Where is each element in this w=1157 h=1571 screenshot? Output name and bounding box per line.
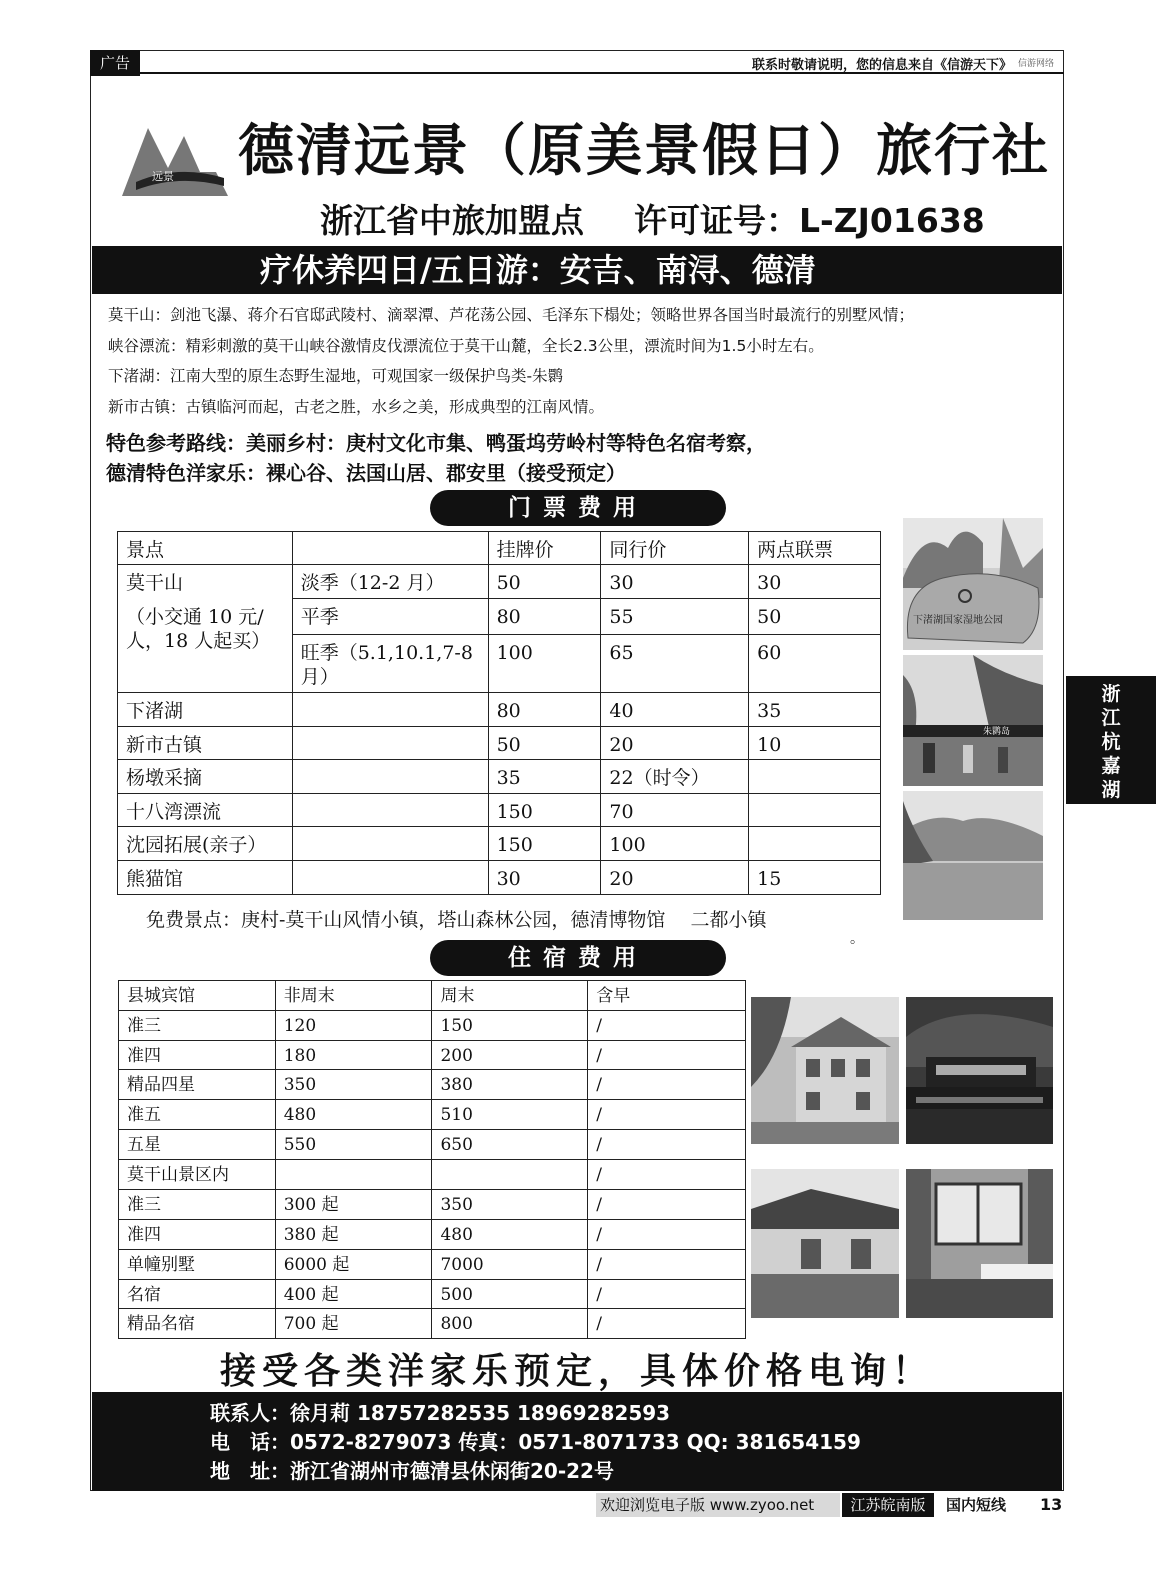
weekend-price: 200: [432, 1041, 588, 1070]
agency-logo: [118, 120, 230, 200]
season-cell: [292, 727, 488, 760]
weekend-price: 380: [432, 1070, 588, 1100]
breakfast: /: [588, 1070, 746, 1100]
attraction-name: 新市古镇: [118, 727, 293, 760]
combo-price: 35: [749, 693, 881, 727]
desc-rafting: 峡谷漂流：精彩刺激的莫干山峡谷激情皮伐漂流位于莫干山麓，全长2.3公里，漂流时间为1.5小时左右。: [108, 337, 824, 355]
contact-panel: [92, 1392, 1062, 1491]
ticket-heading: 门票费用: [430, 490, 726, 526]
route-line-1: 特色参考路线：美丽乡村：庚村文化市集、鸭蛋坞劳岭村等特色名宿考察，: [106, 431, 766, 455]
slogan: 接受各类洋家乐预定，具体价格电询！: [219, 1350, 934, 1392]
hotel-grade: 精品四星: [119, 1070, 276, 1100]
breakfast: /: [588, 1011, 746, 1041]
list-price: 50: [488, 727, 601, 760]
region-tab-label: 浙江杭嘉湖: [1101, 683, 1121, 801]
agent-price: 70: [601, 794, 749, 827]
table-row: [118, 827, 881, 861]
contact-phone: 电 话：0572-8279073 传真：0571-8071733 QQ: 381654159: [210, 1430, 861, 1454]
attraction-name: 沈园拓展(亲子）: [118, 827, 293, 861]
guest-room-photo: [906, 1169, 1053, 1318]
agency-name: 德清远景（原美景假日）旅行社: [238, 119, 1050, 184]
villa-photo: [751, 997, 899, 1144]
section-label: 国内短线: [946, 1496, 1007, 1514]
weekend-price: 7000: [432, 1250, 588, 1280]
attraction-name: 杨墩采摘: [118, 760, 293, 794]
combo-price: 60: [749, 635, 881, 693]
breakfast: /: [588, 1250, 746, 1280]
table-row: [119, 1011, 746, 1041]
hotel-grade: 精品名宿: [119, 1309, 276, 1339]
weekend-price: 510: [432, 1100, 588, 1130]
header-cell: 含早: [588, 981, 746, 1011]
header-cell: 挂牌价: [488, 532, 601, 565]
free-attractions: 免费景点：庚村-莫干山风情小镇，塔山森林公园，德清博物馆 二都小镇: [146, 909, 767, 931]
publisher-logo: 信游网络: [1018, 59, 1055, 69]
header-cell: [292, 532, 488, 565]
list-price: 80: [488, 693, 601, 727]
weekend-price: [432, 1160, 588, 1190]
header-cell: 周末: [432, 981, 588, 1011]
desc-mogan: 莫干山：剑池飞瀑、蒋介石官邸武陵村、滴翠潭、芦花荡公园、毛泽东下榻处；领略世界各国当时最流行的别墅风情；: [108, 306, 915, 324]
contact-address: 地 址：浙江省湖州市德清县休闲街20-22号: [210, 1459, 614, 1483]
table-row: [118, 861, 881, 895]
header-cell: 非周末: [275, 981, 432, 1011]
breakfast: /: [588, 1130, 746, 1160]
agent-price: 55: [601, 599, 749, 635]
season-cell: 旺季（5.1,10.1,7-8月）: [292, 635, 488, 693]
photo-gate-text: 朱鹮岛: [983, 727, 1011, 737]
hotel-grade: 准四: [119, 1220, 276, 1250]
breakfast: /: [588, 1100, 746, 1130]
weekend-price: 650: [432, 1130, 588, 1160]
hotel-grade: 准三: [119, 1011, 276, 1041]
weekend-price: 350: [432, 1190, 588, 1220]
list-price: 100: [488, 635, 601, 693]
mogan-note: （小交通 10 元/人，18 人起买）: [126, 606, 271, 652]
desc-xinshi-town: 新市古镇：古镇临河而起，古老之胜，水乡之美，形成典型的江南风情。: [108, 398, 605, 416]
list-price: 80: [488, 599, 601, 635]
table-row: [119, 1130, 746, 1160]
table-row: [119, 1280, 746, 1309]
photo-stone-text: 下渚湖国家湿地公园: [913, 615, 1003, 626]
table-row: [118, 760, 881, 794]
attraction-name: 十八湾漂流: [118, 794, 293, 827]
attraction-name: 下渚湖: [118, 693, 293, 727]
edition-label: 江苏皖南版: [842, 1493, 934, 1517]
season-cell: [292, 861, 488, 895]
table-header-row: [118, 532, 881, 565]
weekday-price: 6000 起: [275, 1250, 432, 1280]
weekday-price: 350: [275, 1070, 432, 1100]
agent-price: 65: [601, 635, 749, 693]
mogan-cell: [118, 565, 293, 693]
table-header-row: [119, 981, 746, 1011]
weekday-price: 380 起: [275, 1220, 432, 1250]
hotel-grade: 准五: [119, 1100, 276, 1130]
table-row: [118, 727, 881, 760]
desc-xiazhu-lake: 下渚湖：江南大型的原生态野生湿地，可观国家一级保护鸟类-朱鹮: [108, 367, 564, 385]
weekday-price: 300 起: [275, 1190, 432, 1220]
combo-price: [749, 760, 881, 794]
season-cell: 淡季（12-2 月）: [292, 565, 488, 599]
combo-price: 50: [749, 599, 881, 635]
list-price: 150: [488, 827, 601, 861]
agent-price: 40: [601, 693, 749, 727]
header-cell: 两点联票: [749, 532, 881, 565]
wetland-park-photo: [903, 518, 1043, 650]
weekend-price: 800: [432, 1309, 588, 1339]
website-link[interactable]: 欢迎浏览电子版 www.zyoo.net: [596, 1493, 840, 1517]
table-row: [119, 1100, 746, 1130]
hotel-heading: 住宿费用: [430, 940, 726, 976]
ticket-table: [117, 531, 881, 895]
attraction-name: 莫干山: [126, 572, 184, 594]
agent-price: 100: [601, 827, 749, 861]
breakfast: /: [588, 1190, 746, 1220]
table-row: [119, 1190, 746, 1220]
agent-price: 22（时令）: [601, 760, 749, 794]
contact-person: 联系人：徐月莉 18757282535 18969282593: [210, 1401, 671, 1425]
weekend-price: 480: [432, 1220, 588, 1250]
agent-price: 20: [601, 861, 749, 895]
license-line: [320, 198, 1040, 244]
combo-price: [749, 827, 881, 861]
table-row: [119, 1220, 746, 1250]
license-number: 许可证号：L-ZJ01638: [634, 201, 985, 240]
hotel-grade: 名宿: [119, 1280, 276, 1309]
table-row: [119, 1250, 746, 1280]
night-resort-photo: [906, 997, 1053, 1144]
combo-price: 10: [749, 727, 881, 760]
table-row: [119, 1160, 746, 1190]
tour-title: 疗休养四日/五日游：安吉、南浔、德清: [92, 246, 1062, 294]
agent-price: 20: [601, 727, 749, 760]
table-row: [118, 565, 881, 599]
breakfast: /: [588, 1041, 746, 1070]
hotel-grade: 五星: [119, 1130, 276, 1160]
table-row: [118, 693, 881, 727]
ad-label: 广告: [90, 50, 140, 76]
weekday-price: 550: [275, 1130, 432, 1160]
table-row: [119, 1041, 746, 1070]
list-price: 35: [488, 760, 601, 794]
weekday-price: 700 起: [275, 1309, 432, 1339]
free-note-dot: 。: [850, 931, 864, 947]
lake-photo: [903, 791, 1043, 920]
weekday-price: 120: [275, 1011, 432, 1041]
weekday-price: 480: [275, 1100, 432, 1130]
hotel-grade: 准四: [119, 1041, 276, 1070]
breakfast: /: [588, 1280, 746, 1309]
courtyard-photo: [751, 1169, 899, 1318]
hotel-grade: 准三: [119, 1190, 276, 1220]
table-row: [119, 1309, 746, 1339]
weekday-price: 180: [275, 1041, 432, 1070]
combo-price: 15: [749, 861, 881, 895]
weekend-price: 150: [432, 1011, 588, 1041]
weekday-price: [275, 1160, 432, 1190]
season-cell: [292, 760, 488, 794]
season-cell: [292, 693, 488, 727]
page-number: 13: [1040, 1495, 1063, 1514]
zhuhuan-island-photo: [903, 655, 1043, 786]
combo-price: 30: [749, 565, 881, 599]
attraction-name: 熊猫馆: [118, 861, 293, 895]
route-line-2: 德清特色洋家乐：裸心谷、法国山居、郡安里（接受预定）: [106, 461, 626, 485]
table-row: [119, 1070, 746, 1100]
combo-price: [749, 794, 881, 827]
breakfast: /: [588, 1220, 746, 1250]
season-cell: [292, 794, 488, 827]
hotel-table: [118, 980, 746, 1339]
list-price: 50: [488, 565, 601, 599]
logo-text: 远景: [152, 170, 174, 183]
table-row: [118, 794, 881, 827]
breakfast: /: [588, 1160, 746, 1190]
region-tab[interactable]: [1066, 676, 1156, 804]
season-cell: [292, 827, 488, 861]
agent-price: 30: [601, 565, 749, 599]
source-notice: 联系时敬请说明，您的信息来自《信游天下》: [751, 58, 1012, 73]
header-cell: 县城宾馆: [119, 981, 276, 1011]
hotel-grade: 莫干山景区内: [119, 1160, 276, 1190]
weekend-price: 500: [432, 1280, 588, 1309]
header-cell: 同行价: [601, 532, 749, 565]
season-cell: 平季: [292, 599, 488, 635]
weekday-price: 400 起: [275, 1280, 432, 1309]
hotel-grade: 单幢别墅: [119, 1250, 276, 1280]
list-price: 150: [488, 794, 601, 827]
affiliation: 浙江省中旅加盟点: [320, 201, 584, 240]
header-cell: 景点: [118, 532, 293, 565]
list-price: 30: [488, 861, 601, 895]
breakfast: /: [588, 1309, 746, 1339]
